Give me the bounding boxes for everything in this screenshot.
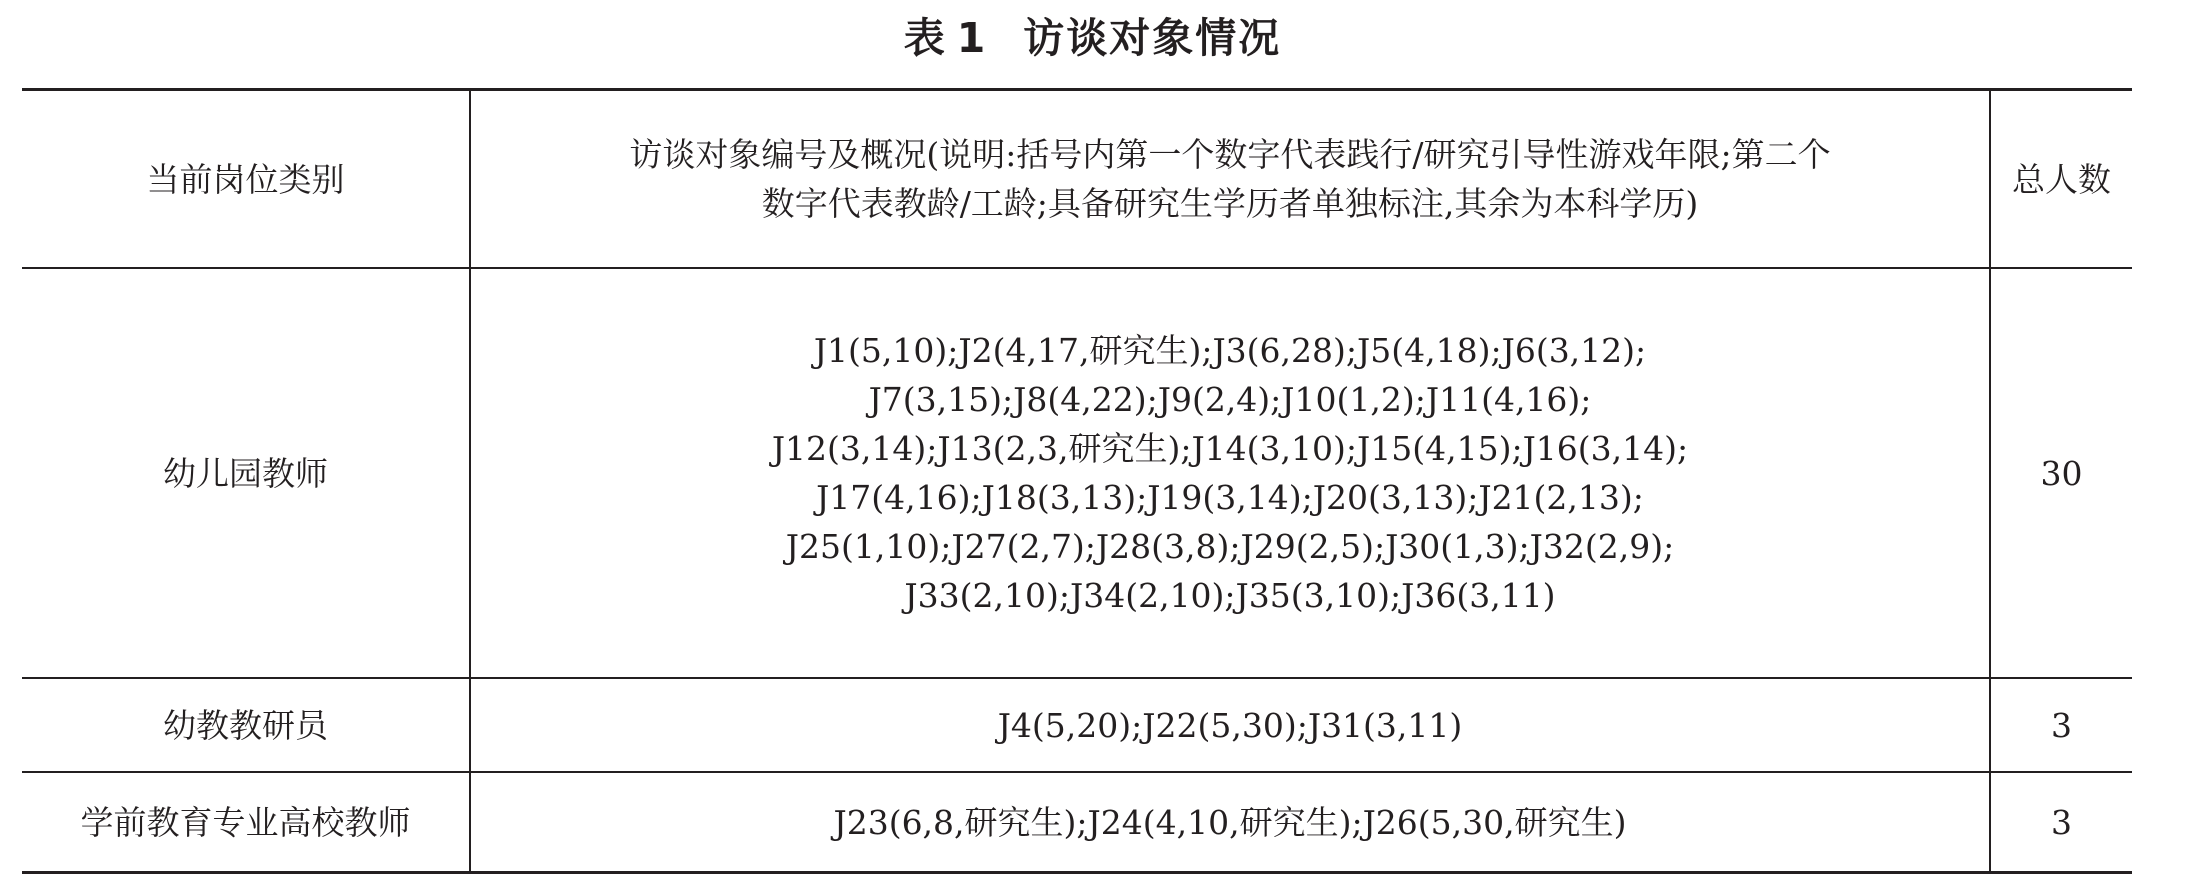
table-row [22, 268, 2132, 678]
row-details [470, 678, 1990, 772]
row-category: 学前教育专业高校教师 [22, 772, 470, 873]
table-title-number: 1 [956, 14, 988, 62]
table-title-text: 访谈对象情况 [1023, 14, 1282, 62]
interviewee-table [22, 88, 2132, 874]
table-title [0, 6, 2185, 70]
table-title-label: 表 [903, 14, 947, 62]
row-detail-line: J4(5,20);J22(5,30);J31(3,11) [997, 705, 1463, 745]
row-detail-line: J23(6,8,研究生);J24(4,10,研究生);J26(5,30,研究生) [833, 802, 1627, 842]
table-row [22, 678, 2132, 772]
header-total: 总人数 [1990, 90, 2132, 269]
row-category: 幼教教研员 [22, 678, 470, 772]
header-description-line: 访谈对象编号及概况(说明:括号内第一个数字代表践行/研究引导性游戏年限;第二个 [629, 135, 1831, 174]
row-details [470, 772, 1990, 873]
row-details [470, 268, 1990, 678]
row-total: 30 [1990, 268, 2132, 678]
table-row [22, 772, 2132, 873]
row-total: 3 [1990, 772, 2132, 873]
row-total: 3 [1990, 678, 2132, 772]
header-category: 当前岗位类别 [22, 90, 470, 269]
row-detail-line: J12(3,14);J13(2,3,研究生);J14(3,10);J15(4,15);J16(3,14); [771, 429, 1689, 468]
row-detail-line: J17(4,16);J18(3,13);J19(3,14);J20(3,13);J21(2,13); [816, 478, 1644, 517]
row-detail-line: J33(2,10);J34(2,10);J35(3,10);J36(3,11) [904, 576, 1556, 615]
table-header-row [22, 90, 2132, 269]
row-category: 幼儿园教师 [22, 268, 470, 678]
row-detail-line: J7(3,15);J8(4,22);J9(2,4);J10(1,2);J11(4,16); [868, 380, 1592, 419]
row-detail-line: J25(1,10);J27(2,7);J28(3,8);J29(2,5);J30(1,3);J32(2,9); [785, 527, 1675, 566]
header-description-line: 数字代表教龄/工龄;具备研究生学历者单独标注,其余为本科学历) [761, 184, 1699, 223]
header-description [470, 90, 1990, 269]
row-detail-line: J1(5,10);J2(4,17,研究生);J3(6,28);J5(4,18);J6(3,12); [813, 331, 1647, 370]
